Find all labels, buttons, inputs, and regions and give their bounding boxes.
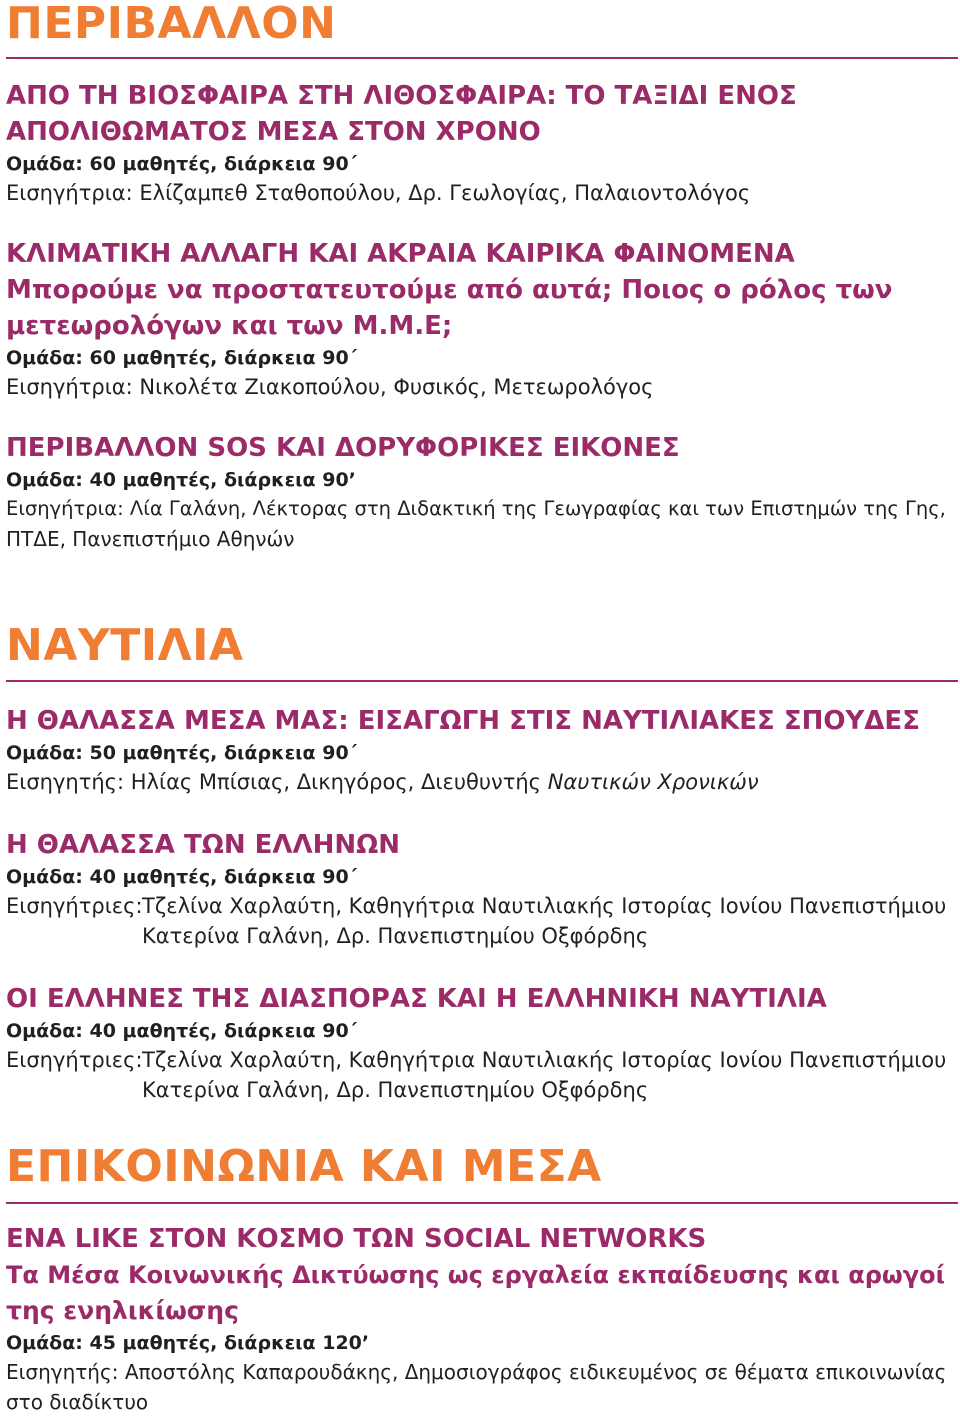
course-subtitle: της ενηλικίωσης (6, 1296, 239, 1325)
course-subtitle: μετεωρολόγων και των Μ.Μ.Ε; (6, 311, 453, 341)
course-speaker: στο διαδίκτυο (6, 1390, 149, 1414)
course-speaker: Εισηγήτρια: Ελίζαμπεθ Σταθοπούλου, Δρ. Γεωλογίας, Παλαιοντολόγος (6, 181, 751, 205)
speakers-label: Εισηγήτριες: (6, 1048, 143, 1072)
course-title: ΕΝΑ LIKE ΣΤΟΝ ΚΟΣΜΟ ΤΩΝ SOCIAL NETWORKS (6, 1224, 707, 1254)
course-group-info: Ομάδα: 60 μαθητές, διάρκεια 90΄ (6, 153, 358, 175)
speaker-line: Κατερίνα Γαλάνη, Δρ. Πανεπιστημίου Οξφόρδης (142, 1078, 649, 1102)
course-subtitle: Τα Μέσα Κοινωνικής Δικτύωσης ως εργαλεία εκπαίδευσης και αρωγοί (6, 1261, 945, 1289)
course-speaker: ΠΤΔΕ, Πανεπιστήμιο Αθηνών (6, 527, 295, 551)
course-environment-sos (6, 430, 958, 554)
course-title: ΟΙ ΕΛΛΗΝΕΣ ΤΗΣ ΔΙΑΣΠΟΡΑΣ ΚΑΙ Η ΕΛΛΗΝΙΚΗ ΝΑΥΤΙΛΙΑ (6, 984, 827, 1014)
section-title-environment: ΠΕΡΙΒΑΛΛΟΝ (6, 0, 337, 49)
course-group-info: Ομάδα: 50 μαθητές, διάρκεια 90΄ (6, 742, 358, 764)
course-subtitle: Μπορούμε να προστατευτούμε από αυτά; Ποιος ο ρόλος των (6, 275, 893, 305)
publication-name: Ναυτικών Χρονικών (547, 770, 759, 794)
course-speaker: Εισηγήτρια: Λία Γαλάνη, Λέκτορας στη Διδακτική της Γεωγραφίας και των Επιστημών της Γης, (6, 497, 946, 520)
course-diaspora (6, 981, 958, 1105)
course-group-info: Ομάδα: 40 μαθητές, διάρκεια 90’ (6, 469, 356, 491)
course-title: Η ΘΑΛΑΣΣΑ ΤΩΝ ΕΛΛΗΝΩΝ (6, 830, 401, 860)
speakers-label: Εισηγήτριες: (6, 894, 143, 918)
course-biosphere (6, 78, 958, 208)
course-speaker: Εισηγήτρια: Νικολέτα Ζιακοπούλου, Φυσικός, Μετεωρολόγος (6, 375, 654, 399)
course-greek-sea (6, 827, 958, 951)
course-group-info: Ομάδα: 60 μαθητές, διάρκεια 90΄ (6, 347, 358, 369)
course-sea-within-us (6, 703, 958, 797)
course-title: ΠΕΡΙΒΑΛΛΟΝ SOS ΚΑΙ ΔΟΡΥΦΟΡΙΚΕΣ ΕΙΚΟΝΕΣ (6, 433, 680, 463)
course-speakers (6, 1045, 958, 1105)
speaker-line: Κατερίνα Γαλάνη, Δρ. Πανεπιστημίου Οξφόρδης (142, 924, 649, 948)
course-title: ΑΠΟΛΙΘΩΜΑΤΟΣ ΜΕΣΑ ΣΤΟΝ ΧΡΟΝΟ (6, 117, 541, 147)
section-divider (6, 1202, 958, 1204)
course-group-info: Ομάδα: 40 μαθητές, διάρκεια 90΄ (6, 1020, 358, 1042)
course-title: ΚΛΙΜΑΤΙΚΗ ΑΛΛΑΓΗ ΚΑΙ ΑΚΡΑΙΑ ΚΑΙΡΙΚΑ ΦΑΙΝΟΜΕΝΑ (6, 239, 795, 269)
section-divider (6, 680, 958, 682)
course-social-networks (6, 1221, 958, 1417)
section-title-communication: ΕΠΙΚΟΙΝΩΝΙΑ ΚΑΙ ΜΕΣΑ (6, 1141, 602, 1192)
course-speaker (6, 767, 958, 797)
course-climate-change (6, 236, 958, 402)
speaker-text: Εισηγητής: Ηλίας Μπίσιας, Δικηγόρος, Διευθυντής (6, 770, 541, 794)
speaker-line: Τζελίνα Χαρλαύτη, Καθηγήτρια Ναυτιλιακής Ιστορίας Ιονίου Πανεπιστήμιου (142, 1048, 947, 1072)
section-divider (6, 57, 958, 59)
course-title: ΑΠΟ ΤΗ ΒΙΟΣΦΑΙΡΑ ΣΤΗ ΛΙΘΟΣΦΑΙΡΑ: ΤΟ ΤΑΞΙΔΙ ΕΝΟΣ (6, 81, 797, 111)
course-speakers (6, 891, 958, 951)
course-group-info: Ομάδα: 45 μαθητές, διάρκεια 120’ (6, 1332, 370, 1354)
section-title-shipping: ΝΑΥΤΙΛΙΑ (6, 620, 244, 671)
speaker-line: Τζελίνα Χαρλαύτη, Καθηγήτρια Ναυτιλιακής Ιστορίας Ιονίου Πανεπιστήμιου (142, 894, 947, 918)
course-speaker: Εισηγητής: Αποστόλης Καπαρουδάκης, Δημοσιογράφος ειδικευμένος σε θέματα επικοινωνίας (6, 1360, 947, 1384)
course-title: Η ΘΑΛΑΣΣΑ ΜΕΣΑ ΜΑΣ: ΕΙΣΑΓΩΓΗ ΣΤΙΣ ΝΑΥΤΙΛΙΑΚΕΣ ΣΠΟΥΔΕΣ (6, 706, 920, 736)
course-group-info: Ομάδα: 40 μαθητές, διάρκεια 90΄ (6, 866, 358, 888)
